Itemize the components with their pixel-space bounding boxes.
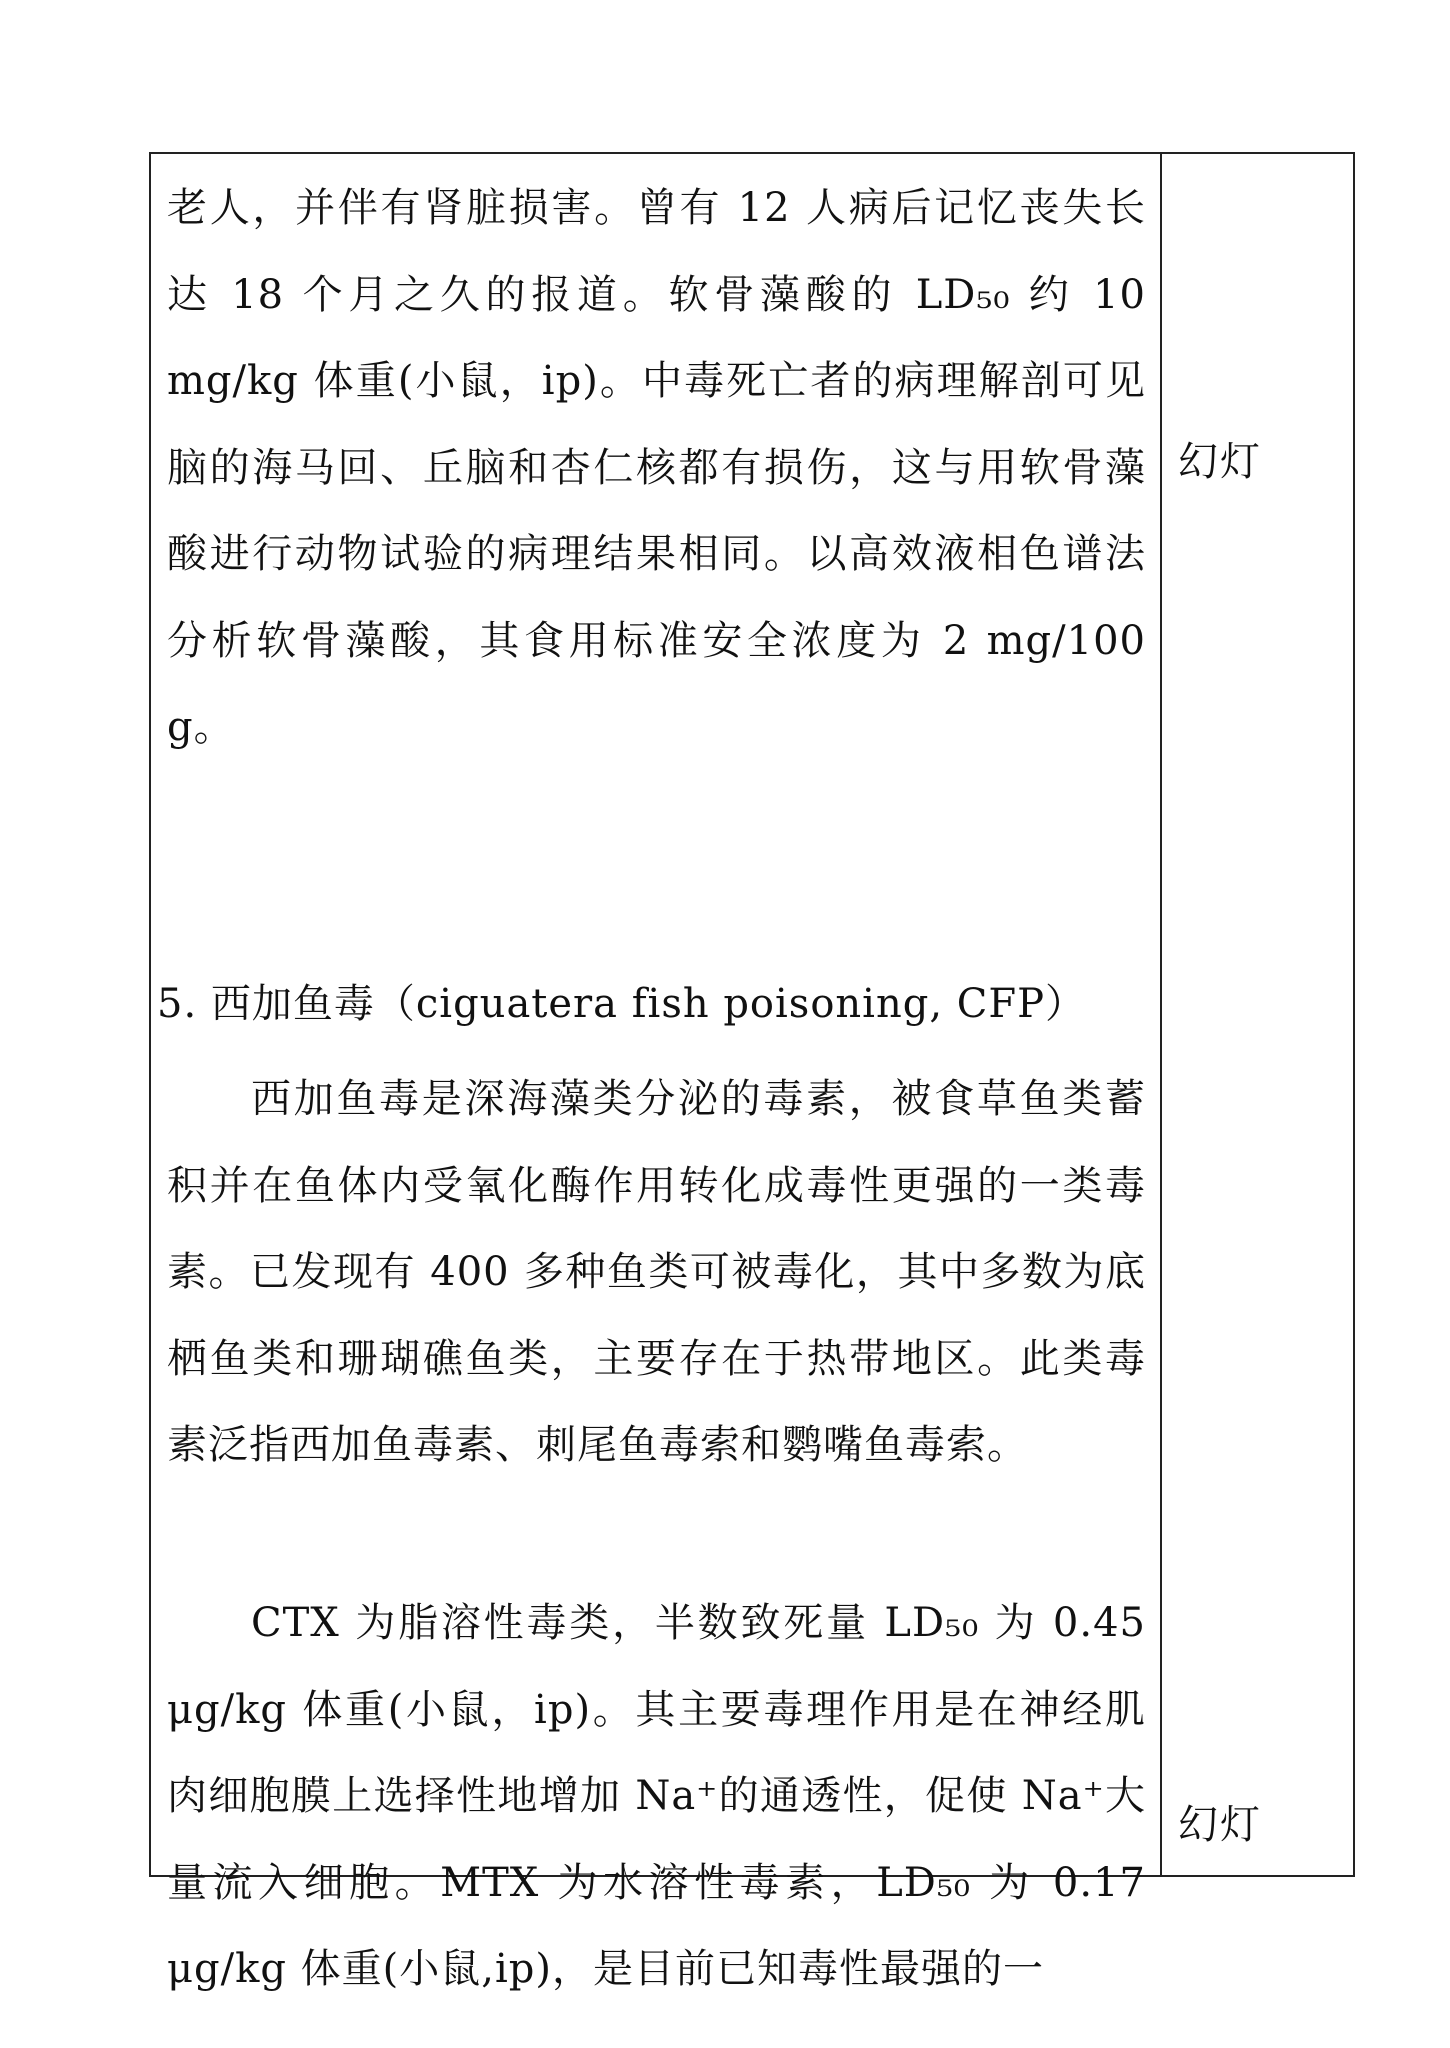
paragraph-ciguatera-intro: 西加鱼毒是深海藻类分泌的毒素，被食草鱼类蓄积并在鱼体内受氧化酶作用转化成毒性更强的一类毒素。已发现有 400 多种鱼类可被毒化，其中多数为底栖鱼类和珊瑚礁鱼类，主要存在于热带地区。此类毒素泛指西加鱼毒素、刺尾鱼毒索和鹦嘴鱼毒索。 xyxy=(167,1076,1146,1468)
media-label-slide: 幻灯 xyxy=(1178,439,1262,485)
content-column xyxy=(151,154,1160,1992)
section-heading-ciguatera: 5. 西加鱼毒（ciguatera fish poisoning, CFP） xyxy=(157,981,1087,1027)
paragraph-domoic-acid: 老人，并伴有肾脏损害。曾有 12 人病后记忆丧失长达 18 个月之久的报道。软骨藻酸的 LD₅₀ 约 10 mg/kg 体重(小鼠，ip)。中毒死亡者的病理解剖可见脑的海马回、丘脑和杏仁核都有损伤，这与用软骨藻酸进行动物试验的病理结果相同。以高效液相色谱法分析软骨藻酸，其食用标准安全浓度为 2 mg/100 g。 xyxy=(167,185,1146,750)
media-label-slide: 幻灯 xyxy=(1178,1802,1262,1848)
lesson-plan-table xyxy=(149,152,1355,1992)
media-column xyxy=(1162,154,1353,1875)
paragraph-ctx-mtx: CTX 为脂溶性毒类，半数致死量 LD₅₀ 为 0.45 μg/kg 体重(小鼠，ip)。其主要毒理作用是在神经肌肉细胞膜上选择性地增加 Na⁺的通透性，促使 Na⁺大量流入细胞。MTX 为水溶性毒素，LD₅₀ 为 0.17 μg/kg 体重(小鼠,ip)，是目前已知毒性最强的一 xyxy=(167,1600,1146,1992)
